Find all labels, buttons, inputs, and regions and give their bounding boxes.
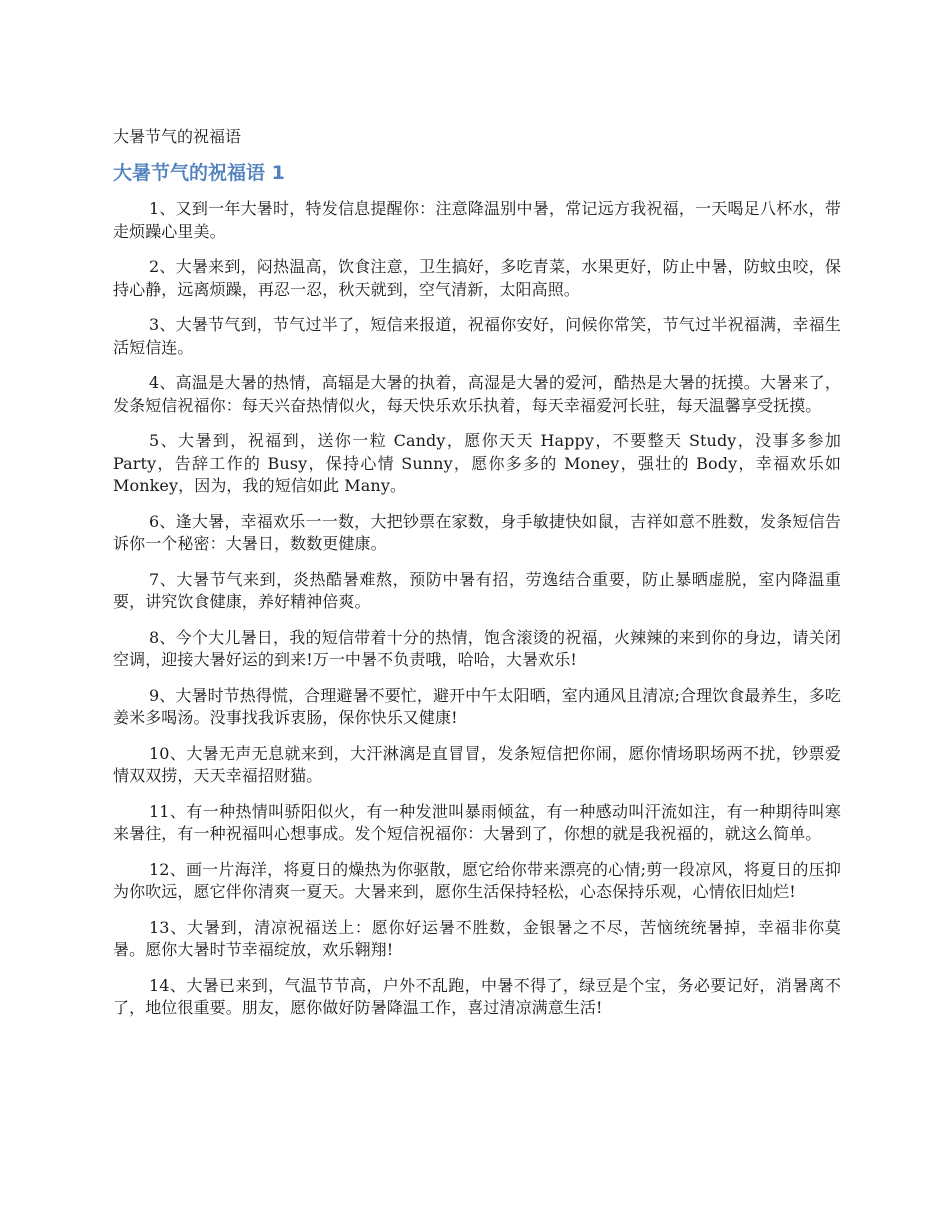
list-item: 4、高温是大暑的热情，高辐是大暑的执着，高湿是大暑的爱河，酷热是大暑的抚摸。大暑来了，发条短信祝福你：每天兴奋热情似火，每天快乐欢乐执着，每天幸福爱河长驻，每天温馨享受抚摸。 xyxy=(113,373,841,415)
list-item: 6、逢大暑，幸福欢乐一一数，大把钞票在家数，身手敏捷快如鼠，吉祥如意不胜数，发条短信告诉你一个秘密：大暑日，数数更健康。 xyxy=(113,511,841,553)
list-item: 2、大暑来到，闷热温高，饮食注意，卫生搞好，多吃青菜，水果更好，防止中暑，防蚊虫咬，保持心静，远离烦躁，再忍一忍，秋天就到，空气清新，太阳高照。 xyxy=(113,257,841,299)
list-item: 1、又到一年大暑时，特发信息提醒你：注意降温别中暑，常记远方我祝福，一天喝足八杯水，带走烦躁心里美。 xyxy=(113,199,841,241)
blessing-list xyxy=(113,198,841,1020)
list-item: 11、有一种热情叫骄阳似火，有一种发泄叫暴雨倾盆，有一种感动叫汗流如注，有一种期待叫寒来暑往，有一种祝福叫心想事成。发个短信祝福你：大暑到了，你想的就是我祝福的，就这么简单。 xyxy=(113,801,841,843)
list-item: 13、大暑到，清凉祝福送上：愿你好运暑不胜数，金银暑之不尽，苦恼统统暑掉，幸福非你莫暑。愿你大暑时节幸福绽放，欢乐翱翔! xyxy=(113,917,841,959)
list-item: 7、大暑节气来到，炎热酷暑难熬，预防中暑有招，劳逸结合重要，防止暴晒虚脱，室内降温重要，讲究饮食健康，养好精神倍爽。 xyxy=(113,569,841,611)
document-body xyxy=(113,124,841,1033)
list-item: 9、大暑时节热得慌，合理避暑不要忙，避开中午太阳晒，室内通风且清凉;合理饮食最养生，多吃姜米多喝汤。没事找我诉衷肠，保你快乐又健康! xyxy=(113,685,841,727)
list-item: 8、今个大儿暑日，我的短信带着十分的热情，饱含滚烫的祝福，火辣辣的来到你的身边，请关闭空调，迎接大暑好运的到来!万一中暑不负责哦，哈哈，大暑欢乐! xyxy=(113,627,841,669)
list-item: 3、大暑节气到，节气过半了，短信来报道，祝福你安好，问候你常笑，节气过半祝福满，幸福生活短信连。 xyxy=(113,315,841,357)
section-heading: 大暑节气的祝福语 1 xyxy=(113,162,285,184)
list-item: 12、画一片海洋，将夏日的燥热为你驱散，愿它给你带来漂亮的心情;剪一段凉风，将夏日的压抑为你吹远，愿它伴你清爽一夏天。大暑来到，愿你生活保持轻松，心态保持乐观，心情依旧灿烂! xyxy=(113,859,841,901)
list-item: 5、大暑到，祝福到，送你一粒 Candy，愿你天天 Happy，不要整天 Study，没事多参加 Party，告辞工作的 Busy，保持心情 Sunny，愿你多多的 Money，强壮的 Body，幸福欢乐如 Monkey，因为，我的短信如此 Many。 xyxy=(113,431,841,495)
list-item: 14、大暑已来到，气温节节高，户外不乱跑，中暑不得了，绿豆是个宝，务必要记好，消暑离不了，地位很重要。朋友，愿你做好防暑降温工作，喜过清凉满意生活! xyxy=(113,975,841,1017)
list-item: 10、大暑无声无息就来到，大汗淋漓是直冒冒，发条短信把你闹，愿你情场职场两不扰，钞票爱情双双捞，天天幸福招财猫。 xyxy=(113,743,841,785)
document-title: 大暑节气的祝福语 xyxy=(113,127,242,146)
